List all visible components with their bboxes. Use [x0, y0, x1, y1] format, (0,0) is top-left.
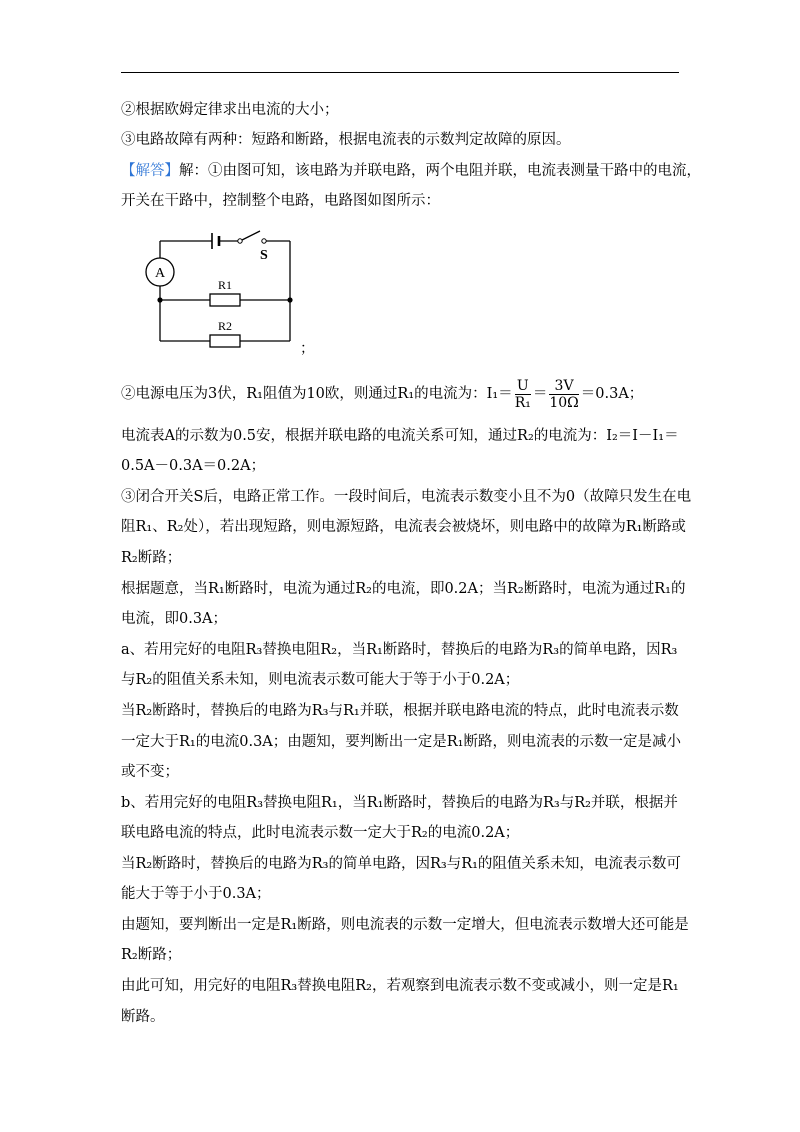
para-5-line-1: a、若用完好的电阻R₃替换电阻R₂，当R₁断路时，替换后的电路为R₃的简单电路，因R₃	[121, 642, 678, 658]
para-8-line-2: 能大于等于小于0.3A；	[121, 886, 271, 902]
para-9-line-2: R₂断路；	[121, 947, 182, 963]
r1-label: R1	[218, 278, 233, 292]
para-10-line-2: 断路。	[121, 1009, 165, 1025]
step-2: ②根据欧姆定律求出电流的大小；	[121, 102, 339, 118]
para-3-line-3: R₂断路；	[121, 550, 182, 566]
para-2-line-1: 电流表A的示数为0.5安，根据并联电路的电流关系可知，通过R₂的电流为：I₂＝I－I₁＝	[121, 428, 679, 444]
ammeter-label: A	[154, 266, 166, 281]
frac2-den: 10Ω	[549, 394, 579, 411]
para-3-line-2: 阻R₁、R₂处），若出现短路，则电源短路，电流表会被烧坏，则电路中的故障为R₁断路或	[121, 519, 686, 535]
para-7-line-1: b、若用完好的电阻R₃替换电阻R₁，当R₁断路时，替换后的电路为R₃与R₂并联，根据并	[121, 795, 678, 811]
switch-label: S	[260, 248, 268, 263]
switch-pivot	[238, 239, 242, 243]
frac2-num: 3V	[549, 378, 578, 395]
frac1-den: R₁	[514, 394, 531, 411]
para-6-line-1: 当R₂断路时，替换后的电路为R₃与R₁并联，根据并联电路电流的特点，此时电流表示数	[121, 703, 679, 719]
para-6-line-3: 或不变；	[121, 764, 179, 780]
para-5-line-2: 与R₂的阻值关系未知，则电流表示数可能大于等于小于0.2A；	[121, 672, 520, 688]
r2-label: R2	[218, 319, 233, 333]
para-2-line-2: 0.5A－0.3A＝0.2A；	[121, 458, 266, 474]
answer-tag: 【解答】	[121, 163, 179, 179]
eq-prefix: ②电源电压为3伏，R₁阻值为10欧，则通过R₁的电流为：I₁＝	[121, 386, 513, 402]
para-7-line-2: 联电路电流的特点，此时电流表示数一定大于R₂的电流0.2A；	[121, 825, 520, 841]
eq-suffix: ＝0.3A；	[580, 386, 644, 402]
para-3-line-1: ③闭合开关S后，电路正常工作。一段时间后，电流表示数变小且不为0（故障只发生在电	[121, 489, 692, 505]
eq-mid: ＝	[532, 386, 548, 402]
fraction-3v-10ohm	[549, 378, 578, 411]
para-9-line-1: 由题知，要判断出一定是R₁断路，则电流表的示数一定增大，但电流表示数增大还可能是	[121, 917, 689, 933]
para-4-line-2: 电流，即0.3A；	[121, 611, 228, 627]
answer-intro-text: 解：①由图可知，该电路为并联电路，两个电阻并联，电流表测量干路中的电流，	[179, 163, 701, 179]
figure-suffix: ；	[300, 341, 315, 357]
fraction-u-r1	[515, 378, 531, 411]
para-6-line-2: 一定大于R₁的电流0.3A；由题知，要判断出一定是R₁断路，则电流表的示数一定是减小	[121, 734, 681, 750]
step-3: ③电路故障有两种：短路和断路，根据电流表的示数判定故障的原因。	[121, 132, 571, 148]
para-10-line-1: 由此可知，用完好的电阻R₃替换电阻R₂，若观察到电流表示数不变或减小，则一定是R₁	[121, 978, 679, 994]
answer-intro	[121, 162, 701, 180]
equation-line	[121, 376, 643, 412]
header-rule	[121, 72, 679, 73]
junction-left	[157, 297, 162, 302]
circuit-diagram	[140, 223, 320, 358]
junction-right	[287, 297, 292, 302]
para-4-line-1: 根据题意，当R₁断路时，电流为通过R₂的电流，即0.2A；当R₂断路时，电流为通过R₁的	[121, 581, 686, 597]
ammeter	[146, 258, 174, 286]
answer-intro-2: 开关在干路中，控制整个电路，电路图如图所示：	[121, 193, 440, 209]
frac1-num: U	[515, 378, 531, 395]
switch-contact	[262, 239, 266, 243]
para-8-line-1: 当R₂断路时，替换后的电路为R₃的简单电路，因R₃与R₁的阻值关系未知，电流表示数可	[121, 856, 681, 872]
